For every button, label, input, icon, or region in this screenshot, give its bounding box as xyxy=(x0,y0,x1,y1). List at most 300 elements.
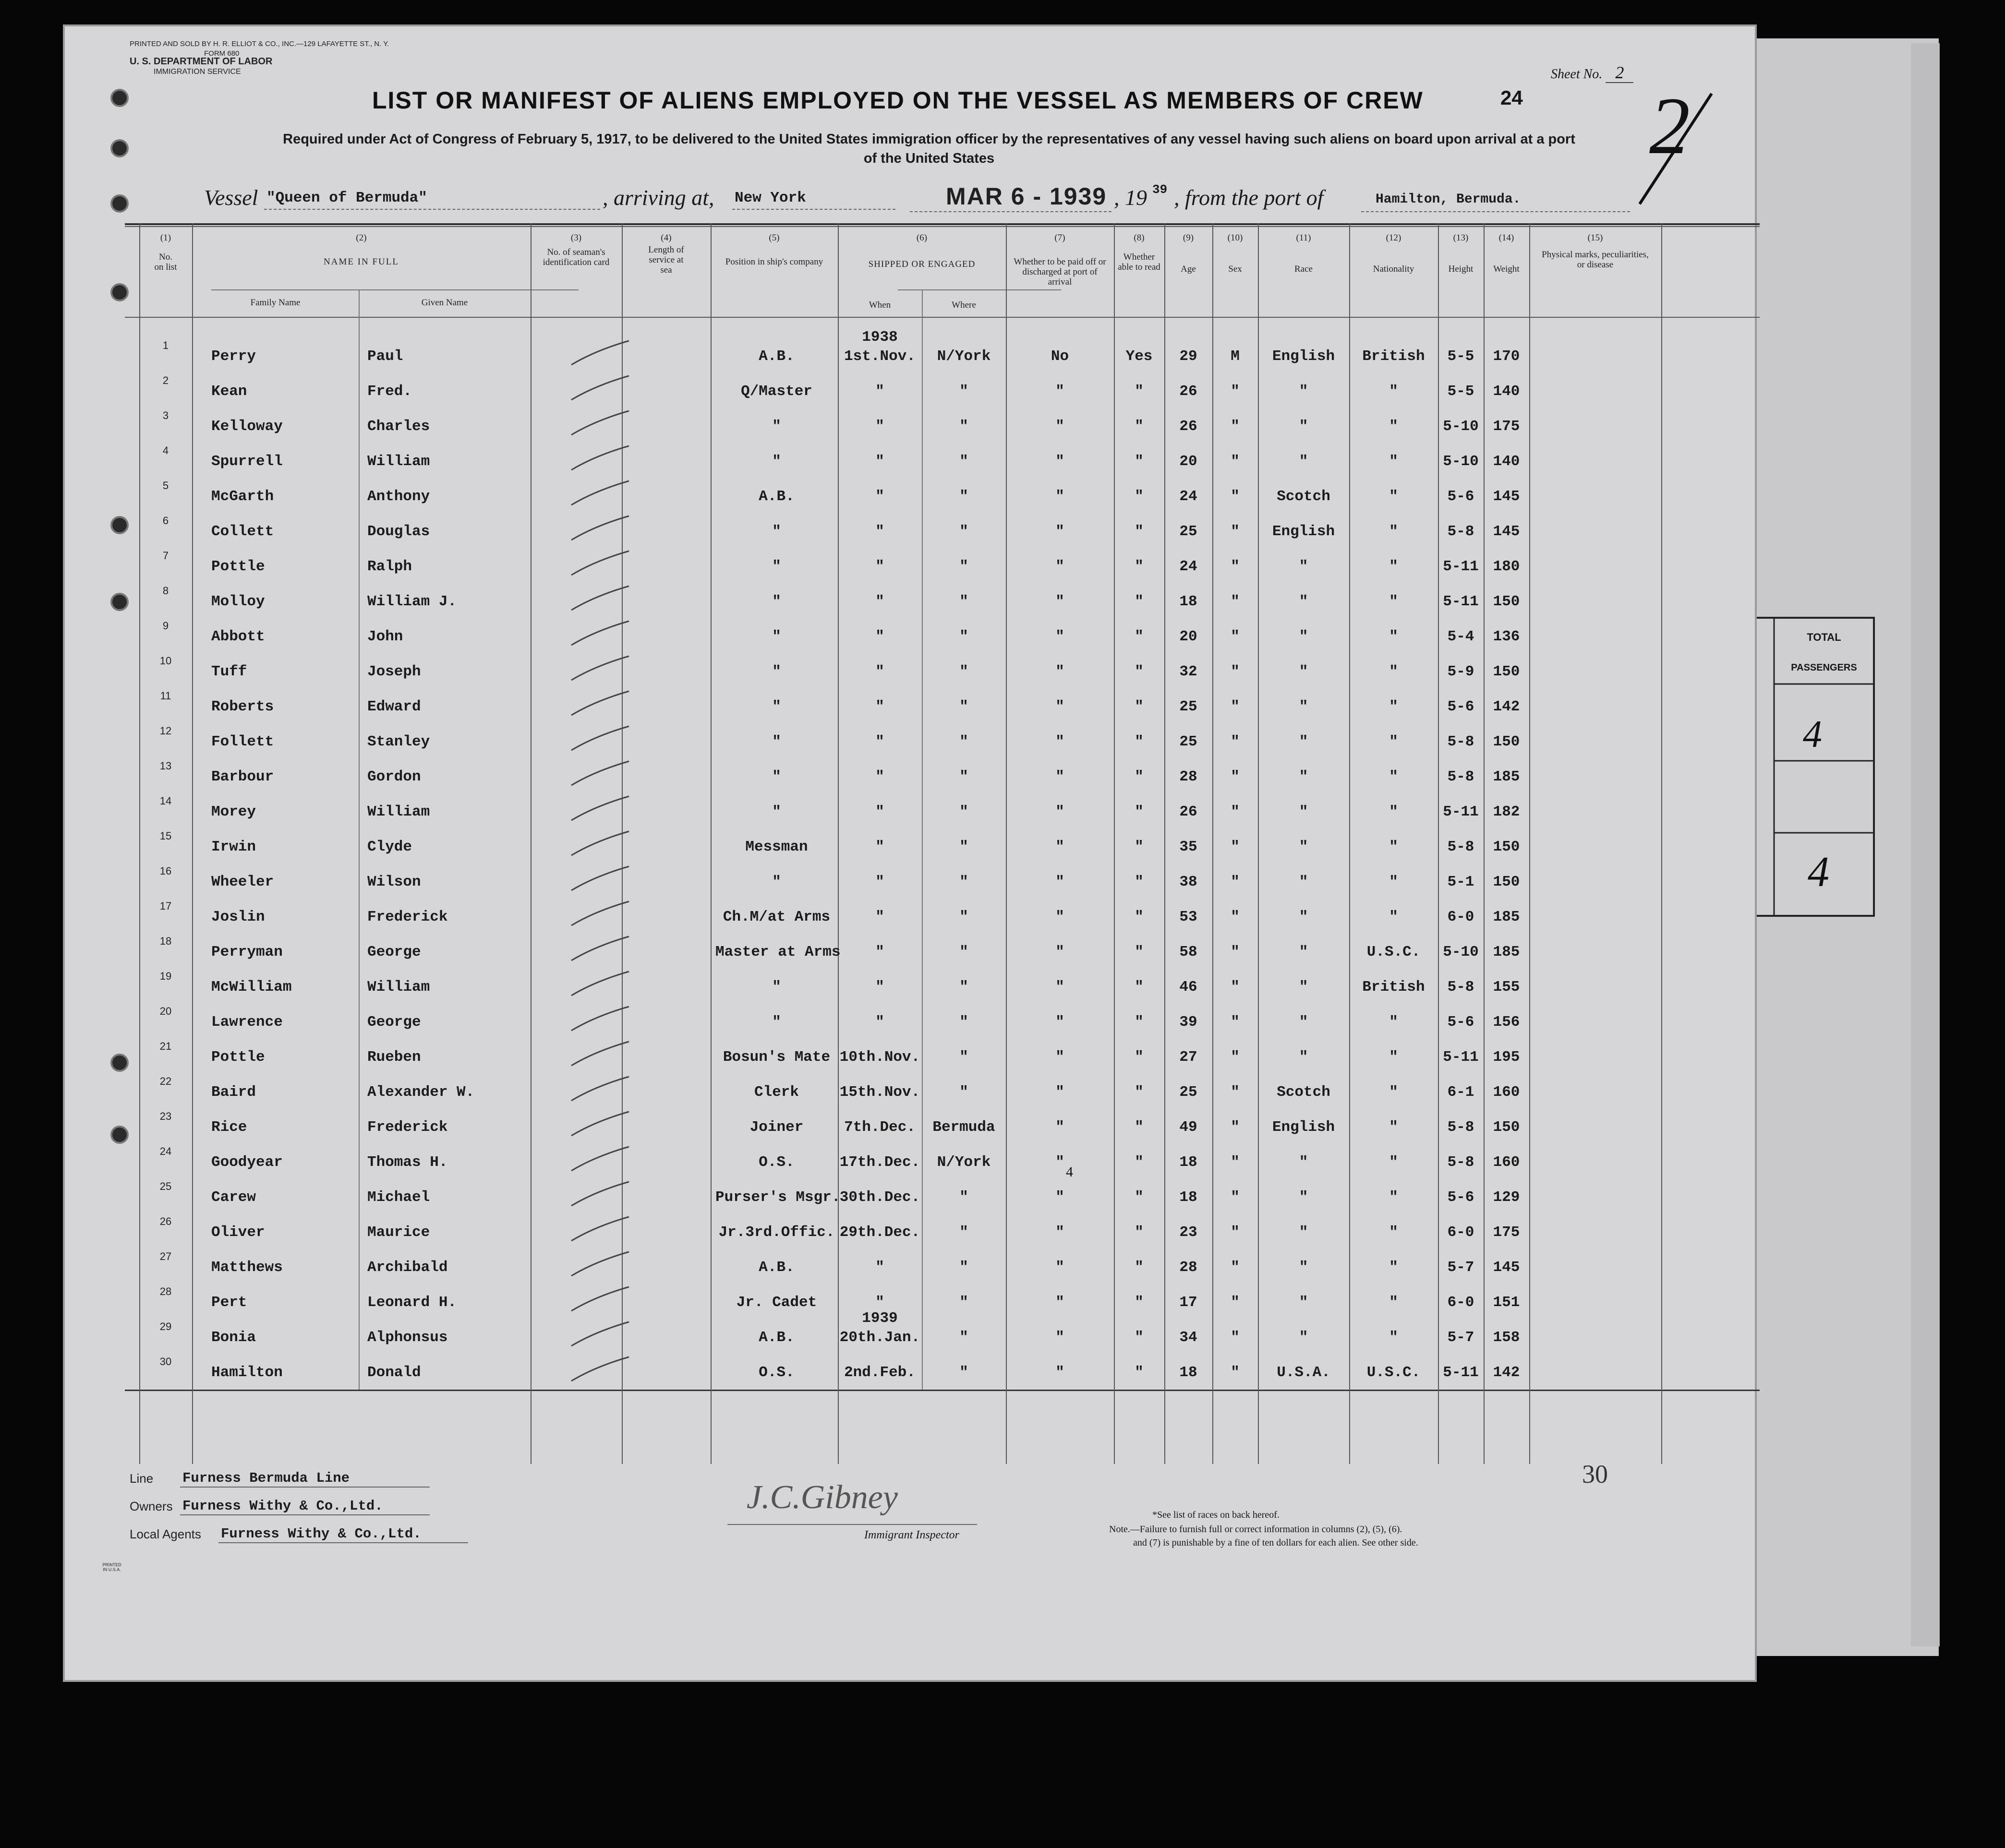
cell-position: " xyxy=(772,874,781,890)
cell-weight: 145 xyxy=(1493,488,1520,505)
cell-family: Barbour xyxy=(211,768,274,785)
cell-family: Follett xyxy=(211,733,274,750)
footer-line-value: Furness Bermuda Line xyxy=(182,1470,350,1486)
cell-paid: " xyxy=(1055,628,1064,645)
passenger-tally-card xyxy=(1755,617,1875,917)
cell-when: 30th.Dec. xyxy=(839,1189,920,1206)
check-tick-mark xyxy=(567,1320,634,1348)
cell-family: Irwin xyxy=(211,839,256,855)
cell-weight: 136 xyxy=(1493,628,1520,645)
cell-sex: " xyxy=(1231,1329,1240,1346)
cell-where: " xyxy=(959,804,968,820)
cell-position: " xyxy=(772,418,781,435)
cell-where: " xyxy=(959,523,968,540)
table-row xyxy=(125,1284,1760,1320)
crew-table xyxy=(125,223,1760,1464)
cell-race: Scotch xyxy=(1277,488,1330,505)
cell-paid: " xyxy=(1055,1014,1064,1031)
cell-sex: " xyxy=(1231,1294,1240,1311)
cell-height: 5-1 xyxy=(1447,874,1474,890)
cell-where: " xyxy=(959,1189,968,1206)
cell-position: Jr.3rd.Offic. xyxy=(718,1224,835,1241)
cell-read: " xyxy=(1135,1364,1144,1381)
cell-weight: 145 xyxy=(1493,1259,1520,1276)
check-tick-mark xyxy=(567,444,634,472)
cell-when: 2nd.Feb. xyxy=(844,1364,916,1381)
cell-family: Lawrence xyxy=(211,1014,283,1031)
cell-paid: " xyxy=(1055,733,1064,750)
cell-given: Alphonsus xyxy=(367,1329,448,1346)
row-number: 5 xyxy=(162,480,169,492)
cell-family: Baird xyxy=(211,1084,256,1101)
table-row xyxy=(125,549,1760,585)
cell-height: 5-9 xyxy=(1447,663,1474,680)
table-row xyxy=(125,759,1760,795)
row-number: 6 xyxy=(162,515,169,527)
cell-weight: 151 xyxy=(1493,1294,1520,1311)
cell-given: George xyxy=(367,944,421,960)
cell-paid: " xyxy=(1055,1084,1064,1101)
cell-given: Clyde xyxy=(367,839,412,855)
cell-given: George xyxy=(367,1014,421,1031)
cell-weight: 185 xyxy=(1493,768,1520,785)
cell-position: A.B. xyxy=(759,1259,795,1276)
cell-age: 24 xyxy=(1179,488,1197,505)
cell-when: " xyxy=(875,768,884,785)
cell-nationality: " xyxy=(1389,488,1398,505)
cell-given: Gordon xyxy=(367,768,421,785)
cell-paid: " xyxy=(1055,1119,1064,1136)
cell-nationality: " xyxy=(1389,698,1398,715)
cell-family: Perryman xyxy=(211,944,283,960)
cell-weight: 142 xyxy=(1493,1364,1520,1381)
check-tick-mark xyxy=(567,724,634,753)
cell-read: " xyxy=(1135,1154,1144,1171)
cell-when: " xyxy=(875,488,884,505)
cell-sex: " xyxy=(1231,1014,1240,1031)
col6-number: (6) xyxy=(916,233,928,243)
cell-age: 53 xyxy=(1179,909,1197,925)
cell-nationality: " xyxy=(1389,839,1398,855)
table-top-rule xyxy=(125,223,1760,225)
cell-position: Jr. Cadet xyxy=(736,1294,817,1311)
table-row xyxy=(125,969,1760,1005)
cell-sex: " xyxy=(1231,1119,1240,1136)
date-stamp: MAR 6 - 1939 xyxy=(946,183,1107,210)
cell-when: " xyxy=(875,383,884,400)
cell-position: " xyxy=(772,593,781,610)
cell-weight: 150 xyxy=(1493,733,1520,750)
note-failure: Note.—Failure to furnish full or correct information in columns (2), (5), (6). xyxy=(1109,1524,1402,1535)
cell-read: " xyxy=(1135,768,1144,785)
cell-paid: " xyxy=(1055,874,1064,890)
cell-paid: " xyxy=(1055,663,1064,680)
cell-where: " xyxy=(959,1224,968,1241)
cell-paid: " xyxy=(1055,593,1064,610)
cell-nationality: " xyxy=(1389,523,1398,540)
cell-height: 5-8 xyxy=(1447,768,1474,785)
cell-paid: " xyxy=(1055,1329,1064,1346)
cell-weight: 195 xyxy=(1493,1049,1520,1066)
cell-read: " xyxy=(1135,944,1144,960)
cell-nationality: " xyxy=(1389,1119,1398,1136)
cell-race: " xyxy=(1299,628,1308,645)
col5-number: (5) xyxy=(769,233,780,243)
cell-when: " xyxy=(875,558,884,575)
cell-nationality: " xyxy=(1389,1014,1398,1031)
check-tick-mark xyxy=(567,934,634,963)
cell-weight: 150 xyxy=(1493,1119,1520,1136)
cell-age: 17 xyxy=(1179,1294,1197,1311)
cell-race: " xyxy=(1299,593,1308,610)
cell-when: " xyxy=(875,1259,884,1276)
cell-nationality: " xyxy=(1389,804,1398,820)
cell-position: A.B. xyxy=(759,1329,795,1346)
manifest-subtitle-1: Required under Act of Congress of February 5, 1917, to be delivered to the United States immigration officer by the representatives of any vessel having such aliens on board upon arrival at a port xyxy=(283,132,1575,147)
cell-race: " xyxy=(1299,1154,1308,1171)
col8-label: Whether able to read xyxy=(1118,252,1160,272)
table-row xyxy=(125,724,1760,760)
row-number: 8 xyxy=(162,585,169,597)
cell-height: 5-10 xyxy=(1443,418,1479,435)
cell-given: Alexander W. xyxy=(367,1084,475,1101)
cell-age: 23 xyxy=(1179,1224,1197,1241)
from-port: Hamilton, Bermuda. xyxy=(1376,192,1521,207)
cell-where: " xyxy=(959,1364,968,1381)
row-number: 22 xyxy=(159,1075,172,1087)
cell-height: 6-1 xyxy=(1447,1084,1474,1101)
cell-weight: 175 xyxy=(1493,418,1520,435)
cell-position: " xyxy=(772,979,781,996)
cell-where: " xyxy=(959,1294,968,1311)
cell-nationality: " xyxy=(1389,593,1398,610)
cell-family: Pottle xyxy=(211,1049,265,1066)
cell-sex: " xyxy=(1231,944,1240,960)
cell-when: " xyxy=(875,1294,884,1311)
cell-age: 49 xyxy=(1179,1119,1197,1136)
row-number: 7 xyxy=(162,550,169,562)
cell-height: 5-11 xyxy=(1443,1364,1479,1381)
cell-sex: " xyxy=(1231,874,1240,890)
col2-number: (2) xyxy=(356,233,367,243)
table-row xyxy=(125,934,1760,970)
cell-when: " xyxy=(875,944,884,960)
cell-where: " xyxy=(959,418,968,435)
cell-read: " xyxy=(1135,874,1144,890)
cell-weight: 155 xyxy=(1493,979,1520,996)
cell-nationality: " xyxy=(1389,558,1398,575)
footer-agents-value: Furness Withy & Co.,Ltd. xyxy=(221,1526,422,1542)
cell-paid: " xyxy=(1055,558,1064,575)
cell-age: 35 xyxy=(1179,839,1197,855)
cell-height: 5-6 xyxy=(1447,488,1474,505)
row-number: 30 xyxy=(159,1356,172,1368)
cell-race: U.S.A. xyxy=(1277,1364,1330,1381)
table-row xyxy=(125,329,1760,374)
col14-number: (14) xyxy=(1498,233,1514,243)
col1-label: No. on list xyxy=(154,252,177,272)
cell-sex: " xyxy=(1231,1259,1240,1276)
check-tick-mark xyxy=(567,899,634,928)
printed-mark: PRINTED IN U.S.A. xyxy=(102,1562,121,1572)
cell-given: Rueben xyxy=(367,1049,421,1066)
cell-weight: 175 xyxy=(1493,1224,1520,1241)
row-number: 11 xyxy=(160,690,171,702)
cell-where: " xyxy=(959,663,968,680)
table-row xyxy=(125,373,1760,409)
cell-sex: " xyxy=(1231,909,1240,925)
cell-position: " xyxy=(772,558,781,575)
vessel-label: Vessel xyxy=(204,185,258,210)
cell-read: " xyxy=(1135,804,1144,820)
check-tick-mark xyxy=(567,794,634,823)
from-port-underline xyxy=(1361,211,1630,212)
cell-position: " xyxy=(772,733,781,750)
table-row xyxy=(125,1004,1760,1040)
cell-age: 29 xyxy=(1179,348,1197,365)
cell-where: N/York xyxy=(937,348,991,365)
cell-sex: M xyxy=(1231,348,1240,365)
cell-given: Frederick xyxy=(367,1119,448,1136)
cell-sex: " xyxy=(1231,1189,1240,1206)
table-row xyxy=(125,584,1760,620)
table-row xyxy=(125,864,1760,900)
cell-nationality: " xyxy=(1389,1224,1398,1241)
cell-when: " xyxy=(875,523,884,540)
cell-race: " xyxy=(1299,1329,1308,1346)
cell-read: " xyxy=(1135,698,1144,715)
cell-read: " xyxy=(1135,1259,1144,1276)
cell-weight: 160 xyxy=(1493,1084,1520,1101)
cell-weight: 182 xyxy=(1493,804,1520,820)
cell-sex: " xyxy=(1231,804,1240,820)
cell-given: Joseph xyxy=(367,663,421,680)
cell-sex: " xyxy=(1231,523,1240,540)
cell-family: Abbott xyxy=(211,628,265,645)
cell-nationality: " xyxy=(1389,628,1398,645)
date-underline xyxy=(910,211,1111,212)
cell-family: Kean xyxy=(211,383,247,400)
crew-rows xyxy=(125,329,1760,1390)
punch-hole xyxy=(110,89,129,107)
cell-age: 25 xyxy=(1179,1084,1197,1101)
row-number: 27 xyxy=(159,1250,172,1262)
cell-race: " xyxy=(1299,383,1308,400)
arriving-port: New York xyxy=(735,190,806,206)
cell-nationality: " xyxy=(1389,1084,1398,1101)
row-number: 17 xyxy=(159,900,172,912)
col5-label: Position in ship's company xyxy=(725,257,823,267)
cell-sex: " xyxy=(1231,628,1240,645)
cell-race: Scotch xyxy=(1277,1084,1330,1101)
department-name: U. S. DEPARTMENT OF LABOR xyxy=(130,56,273,67)
cell-family: McGarth xyxy=(211,488,274,505)
cell-nationality: " xyxy=(1389,418,1398,435)
cell-age: 25 xyxy=(1179,698,1197,715)
cell-height: 5-6 xyxy=(1447,1014,1474,1031)
cell-given: Donald xyxy=(367,1364,421,1381)
check-tick-mark xyxy=(567,969,634,998)
cell-position: Clerk xyxy=(754,1084,799,1101)
check-tick-mark xyxy=(567,408,634,437)
cell-race: " xyxy=(1299,804,1308,820)
cell-read: " xyxy=(1135,1189,1144,1206)
cell-given: William xyxy=(367,804,430,820)
cell-weight: 140 xyxy=(1493,383,1520,400)
cell-read: " xyxy=(1135,1329,1144,1346)
check-tick-mark xyxy=(567,1179,634,1208)
col7-number: (7) xyxy=(1054,233,1065,243)
cell-race: " xyxy=(1299,663,1308,680)
row-number: 16 xyxy=(159,865,172,877)
cell-given: Thomas H. xyxy=(367,1154,448,1171)
cell-family: Tuff xyxy=(211,663,247,680)
cell-height: 5-10 xyxy=(1443,944,1479,960)
cell-family: Bonia xyxy=(211,1329,256,1346)
col15-number: (15) xyxy=(1587,233,1603,243)
cell-read: " xyxy=(1135,523,1144,540)
row-number: 19 xyxy=(159,970,172,982)
check-tick-mark xyxy=(567,619,634,648)
cell-race: " xyxy=(1299,418,1308,435)
table-row xyxy=(125,829,1760,865)
cell-weight: 185 xyxy=(1493,944,1520,960)
check-tick-mark xyxy=(567,1284,634,1313)
col3-label: No. of seaman's identification card xyxy=(543,247,610,267)
cell-sex: " xyxy=(1231,418,1240,435)
cell-where: Bermuda xyxy=(932,1119,995,1136)
cell-age: 25 xyxy=(1179,523,1197,540)
table-row xyxy=(125,444,1760,480)
signature-underline xyxy=(727,1524,977,1525)
col4-label: Length of service at sea xyxy=(648,245,684,275)
row-number: 25 xyxy=(159,1180,172,1192)
cell-where: " xyxy=(959,768,968,785)
cell-position: Joiner xyxy=(749,1119,804,1136)
cell-height: 6-0 xyxy=(1447,1224,1474,1241)
cell-family: Roberts xyxy=(211,698,274,715)
cell-weight: 150 xyxy=(1493,593,1520,610)
cell-paid: " xyxy=(1055,1224,1064,1241)
cell-age: 34 xyxy=(1179,1329,1197,1346)
cell-read: " xyxy=(1135,628,1144,645)
cell-race: " xyxy=(1299,1189,1308,1206)
cell-read: " xyxy=(1135,839,1144,855)
cell-weight: 150 xyxy=(1493,663,1520,680)
cell-race: " xyxy=(1299,733,1308,750)
arriving-label: , arriving at, xyxy=(603,185,714,210)
shipped-year: 1938 xyxy=(862,329,898,346)
cell-where: " xyxy=(959,839,968,855)
cell-paid: " xyxy=(1055,1294,1064,1311)
cell-family: McWilliam xyxy=(211,979,292,996)
cell-family: Perry xyxy=(211,348,256,365)
check-tick-mark xyxy=(567,1249,634,1278)
cell-weight: 129 xyxy=(1493,1189,1520,1206)
cell-family: Joslin xyxy=(211,909,265,925)
cell-weight: 156 xyxy=(1493,1014,1520,1031)
check-tick-mark xyxy=(567,689,634,718)
from-port-label: , from the port of xyxy=(1174,185,1324,210)
check-tick-mark xyxy=(567,829,634,858)
tally-value-2: 4 xyxy=(1808,848,1829,896)
row-number: 15 xyxy=(159,830,172,842)
cell-weight: 145 xyxy=(1493,523,1520,540)
cell-race: " xyxy=(1299,909,1308,925)
cell-height: 5-6 xyxy=(1447,698,1474,715)
cell-given: Archibald xyxy=(367,1259,448,1276)
note-races: *See list of races on back hereof. xyxy=(1152,1510,1280,1520)
cell-given: William xyxy=(367,453,430,470)
cell-race: English xyxy=(1272,1119,1335,1136)
cell-read: " xyxy=(1135,488,1144,505)
check-tick-mark xyxy=(567,1144,634,1173)
col6-label: SHIPPED OR ENGAGED xyxy=(868,259,976,269)
cell-nationality: British xyxy=(1362,348,1425,365)
cell-age: 27 xyxy=(1179,1049,1197,1066)
vessel-name: "Queen of Bermuda" xyxy=(266,190,427,206)
cell-paid: " xyxy=(1055,488,1064,505)
cell-weight: 170 xyxy=(1493,348,1520,365)
col12-number: (12) xyxy=(1386,233,1401,243)
cell-read: " xyxy=(1135,1084,1144,1101)
row-number: 4 xyxy=(162,444,169,456)
cell-where: " xyxy=(959,558,968,575)
cell-paid: " xyxy=(1055,944,1064,960)
cell-height: 5-11 xyxy=(1443,593,1479,610)
manifest-sheet xyxy=(65,26,1755,1680)
note-fine: and (7) is punishable by a fine of ten dollars for each alien. See other side. xyxy=(1133,1537,1418,1548)
cell-age: 28 xyxy=(1179,1259,1197,1276)
cell-height: 5-8 xyxy=(1447,523,1474,540)
cell-height: 5-8 xyxy=(1447,839,1474,855)
form-number: FORM 680 xyxy=(204,49,240,58)
cell-read: " xyxy=(1135,453,1144,470)
cell-paid: " xyxy=(1055,1049,1064,1066)
cell-height: 6-0 xyxy=(1447,909,1474,925)
col2-family-label: Family Name xyxy=(250,298,301,308)
cell-family: Pottle xyxy=(211,558,265,575)
printer-line: PRINTED AND SOLD BY H. R. ELLIOT & CO., INC.—129 LAFAYETTE ST., N. Y. xyxy=(130,40,389,48)
sheet-no-label xyxy=(1551,62,1633,83)
cell-position: " xyxy=(772,804,781,820)
year-suffix: 39 xyxy=(1152,182,1168,197)
tally-title-1: TOTAL xyxy=(1807,631,1841,643)
cell-race: " xyxy=(1299,453,1308,470)
col9-number: (9) xyxy=(1183,233,1194,243)
cell-race: " xyxy=(1299,874,1308,890)
cell-nationality: U.S.C. xyxy=(1366,944,1421,960)
table-row xyxy=(125,794,1760,830)
row-number: 3 xyxy=(162,409,169,421)
cell-height: 5-6 xyxy=(1447,1189,1474,1206)
row-number: 13 xyxy=(159,760,172,772)
footer-owners-label: Owners xyxy=(130,1499,173,1513)
row-number: 23 xyxy=(159,1110,172,1122)
cell-when: " xyxy=(875,1014,884,1031)
cell-height: 5-5 xyxy=(1447,348,1474,365)
cell-height: 6-0 xyxy=(1447,1294,1474,1311)
cell-where: " xyxy=(959,628,968,645)
cell-family: Rice xyxy=(211,1119,247,1136)
cell-sex: " xyxy=(1231,1154,1240,1171)
row-number: 12 xyxy=(159,725,172,737)
cell-sex: " xyxy=(1231,453,1240,470)
sheet-no-value: 2 xyxy=(1606,63,1633,83)
cell-where: N/York xyxy=(937,1154,991,1171)
row-number: 1 xyxy=(162,339,169,351)
cell-age: 46 xyxy=(1179,979,1197,996)
